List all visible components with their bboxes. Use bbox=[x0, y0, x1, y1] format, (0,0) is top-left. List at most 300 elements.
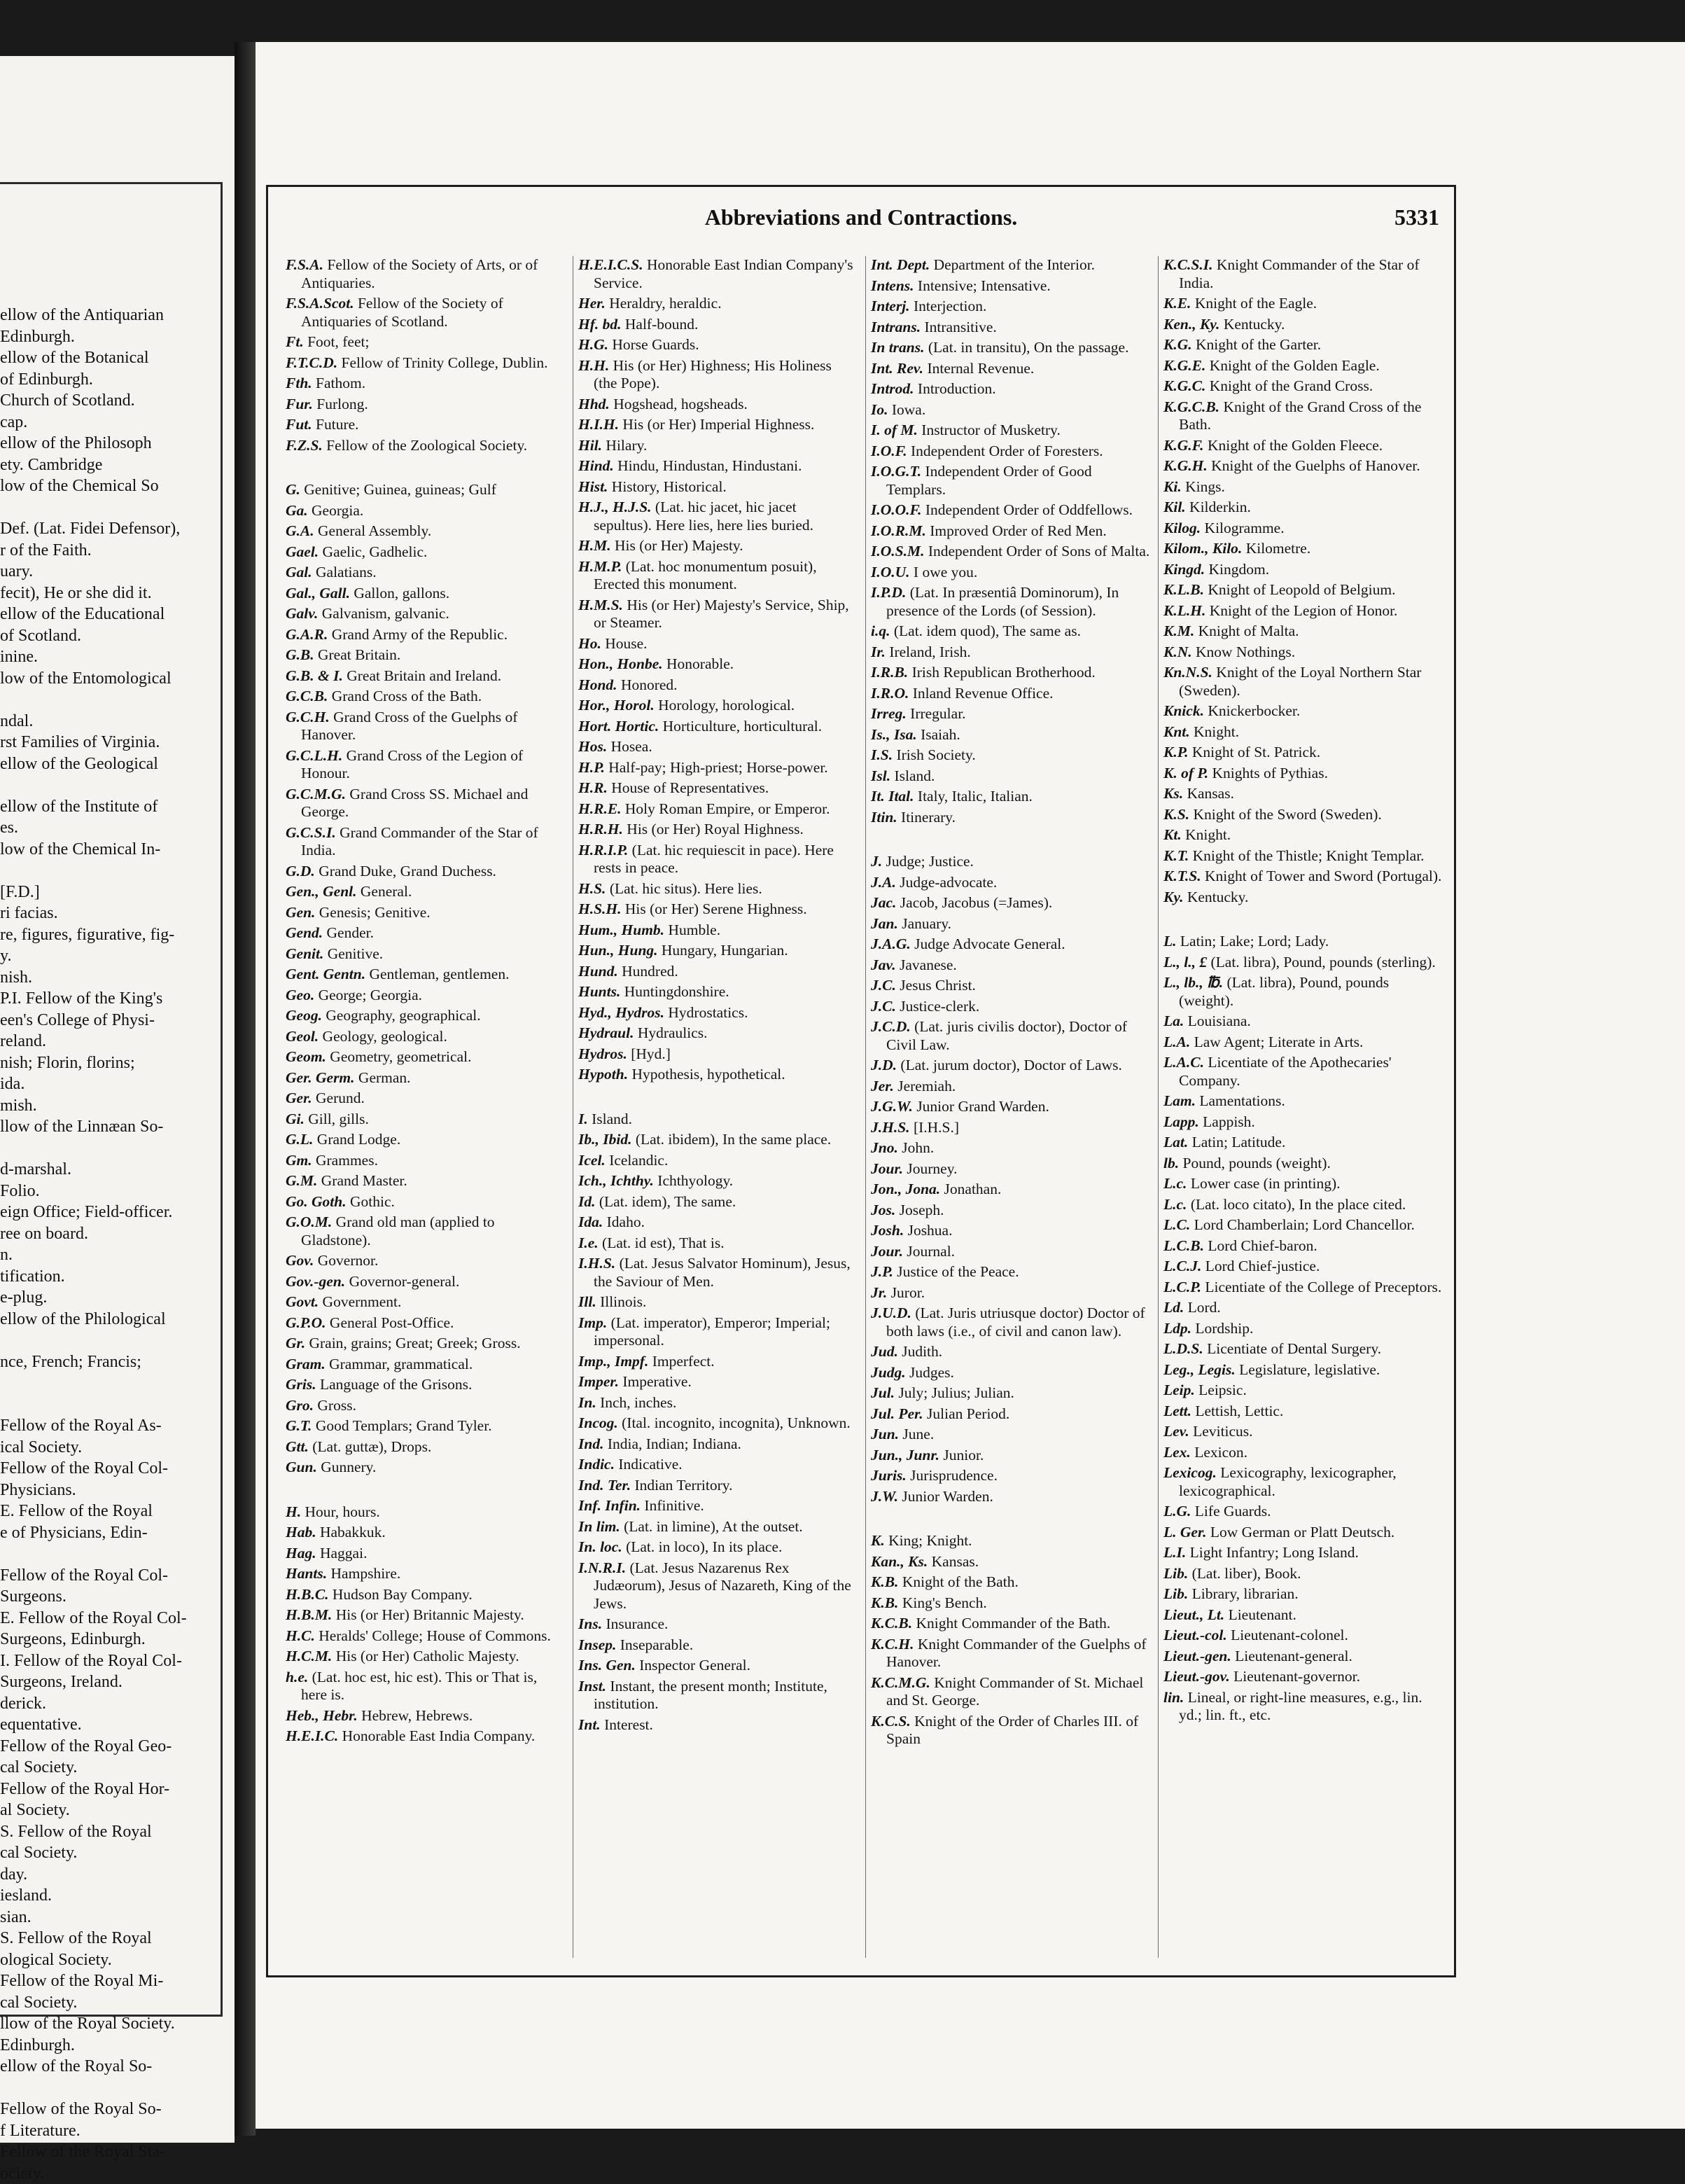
dictionary-entry bbox=[871, 1426, 1151, 1444]
entry-definition: Georgia. bbox=[312, 502, 363, 519]
entry-abbreviation: lin. bbox=[1163, 1689, 1184, 1706]
entry-definition: Latin; Latitude. bbox=[1192, 1134, 1286, 1150]
dictionary-entry bbox=[1163, 1175, 1443, 1193]
entry-abbreviation: G.O.M. bbox=[286, 1213, 332, 1230]
entry-definition: Irregular. bbox=[910, 705, 965, 722]
dictionary-entry bbox=[1163, 765, 1443, 783]
dictionary-entry bbox=[1163, 1155, 1443, 1173]
entry-definition: Introduction. bbox=[918, 380, 996, 397]
entry-definition: Know Nothings. bbox=[1196, 644, 1295, 660]
dictionary-entry bbox=[578, 1255, 858, 1291]
previous-page-line: llow of the Linnæan So- bbox=[0, 1116, 196, 1138]
entry-definition: Furlong. bbox=[316, 396, 368, 412]
entry-definition: (Lat. libra), Pound, pounds (sterling). bbox=[1210, 954, 1435, 971]
entry-definition: Joseph. bbox=[900, 1202, 944, 1218]
dictionary-entry bbox=[578, 1314, 858, 1350]
dictionary-entry bbox=[871, 298, 1151, 316]
dictionary-entry bbox=[1163, 1689, 1443, 1725]
entry-abbreviation: Inst. bbox=[578, 1678, 606, 1695]
dictionary-entry bbox=[871, 1594, 1151, 1613]
entry-definition: (Lat. libra), Pound, pounds (weight). bbox=[1179, 974, 1389, 1009]
previous-page-line: Surgeons, Edinburgh. bbox=[0, 1629, 196, 1650]
entry-abbreviation: Hhd. bbox=[578, 396, 610, 412]
entry-abbreviation: L.C.P. bbox=[1163, 1279, 1201, 1295]
entry-abbreviation: H.H. bbox=[578, 357, 609, 374]
entry-definition: (Lat. guttæ), Drops. bbox=[312, 1438, 431, 1455]
previous-page-line: e-plug. bbox=[0, 1287, 196, 1309]
entry-abbreviation: Hind. bbox=[578, 457, 614, 474]
entry-abbreviation: J.C.D. bbox=[871, 1018, 911, 1035]
dictionary-entry bbox=[1163, 437, 1443, 455]
entry-definition: Law Agent; Literate in Arts. bbox=[1194, 1034, 1364, 1050]
previous-page-line: low of the Entomological bbox=[0, 668, 196, 690]
previous-page-line: ical Society. bbox=[0, 1437, 196, 1459]
entry-abbreviation: Id. bbox=[578, 1193, 596, 1210]
entry-definition: Instant, the present month; Institute, institution. bbox=[594, 1678, 827, 1713]
entry-definition: (Lat. in limine), At the outset. bbox=[624, 1518, 803, 1535]
dictionary-entry bbox=[578, 1394, 858, 1412]
dictionary-entry bbox=[1163, 295, 1443, 313]
entry-abbreviation: Interj. bbox=[871, 298, 910, 314]
dictionary-entry bbox=[286, 354, 566, 373]
entry-abbreviation: Govt. bbox=[286, 1293, 319, 1310]
entry-abbreviation: Lexicog. bbox=[1163, 1464, 1217, 1481]
entry-definition: Island. bbox=[592, 1111, 632, 1127]
entry-abbreviation: Ger. bbox=[286, 1090, 312, 1106]
dictionary-entry bbox=[1163, 336, 1443, 354]
dictionary-entry bbox=[1163, 1544, 1443, 1562]
entry-abbreviation: L.C.J. bbox=[1163, 1258, 1201, 1274]
dictionary-entry bbox=[286, 585, 566, 603]
entry-definition: Knight. bbox=[1185, 826, 1231, 843]
entry-abbreviation: J.D. bbox=[871, 1057, 897, 1073]
entry-definition: Interjection. bbox=[914, 298, 986, 314]
previous-page-line bbox=[0, 1394, 196, 1416]
entry-definition: Pound, pounds (weight). bbox=[1182, 1155, 1330, 1171]
entry-abbreviation: K.C.H. bbox=[871, 1636, 914, 1653]
entry-abbreviation: K.E. bbox=[1163, 295, 1191, 312]
entry-abbreviation: Fut. bbox=[286, 416, 312, 433]
previous-page-line: ida. bbox=[0, 1073, 196, 1095]
entry-definition: Illinois. bbox=[600, 1293, 646, 1310]
entry-definition: Genesis; Genitive. bbox=[319, 904, 431, 921]
entry-definition: Journey. bbox=[907, 1160, 957, 1177]
entry-definition: Inland Revenue Office. bbox=[913, 685, 1054, 702]
previous-page-line: fecit), He or she did it. bbox=[0, 583, 196, 604]
entry-definition: Lord Chief-justice. bbox=[1205, 1258, 1320, 1274]
previous-page-line: Fellow of the Royal Col- bbox=[0, 1458, 196, 1480]
column-divider bbox=[865, 256, 866, 1958]
entry-abbreviation: I.O.O.F. bbox=[871, 501, 922, 518]
previous-page-line bbox=[0, 497, 196, 519]
entry-definition: Grain, grains; Great; Greek; Gross. bbox=[309, 1335, 520, 1351]
entry-definition: His (or Her) Royal Highness. bbox=[627, 821, 804, 837]
entry-abbreviation: Hon., Honbe. bbox=[578, 655, 663, 672]
entry-definition: Good Templars; Grand Tyler. bbox=[316, 1417, 492, 1434]
dictionary-entry bbox=[578, 1636, 858, 1655]
entry-abbreviation: Hf. bd. bbox=[578, 316, 622, 333]
entry-abbreviation: K.T.S. bbox=[1163, 868, 1201, 884]
entry-definition: Kilderkin. bbox=[1189, 499, 1251, 515]
dictionary-entry bbox=[871, 1222, 1151, 1240]
entry-abbreviation: I.N.R.I. bbox=[578, 1559, 626, 1576]
entry-definition: Joshua. bbox=[908, 1222, 953, 1239]
entry-definition: Judge-advocate. bbox=[900, 874, 997, 891]
entry-definition: Geography, geographical. bbox=[326, 1007, 480, 1024]
entry-definition: Geology, geological. bbox=[323, 1028, 447, 1045]
dictionary-entry bbox=[578, 357, 858, 393]
section-gap bbox=[871, 829, 1151, 853]
dictionary-entry bbox=[1163, 1585, 1443, 1604]
entry-definition: Knight of Malta. bbox=[1198, 622, 1299, 639]
entry-definition: Knight of the Eagle. bbox=[1195, 295, 1317, 312]
previous-page-line bbox=[0, 1138, 196, 1160]
entry-abbreviation: Ks. bbox=[1163, 785, 1183, 802]
entry-definition: (Lat. liber), Book. bbox=[1192, 1565, 1301, 1582]
entry-abbreviation: G.P.O. bbox=[286, 1314, 326, 1331]
column-1 bbox=[286, 256, 566, 1748]
entry-abbreviation: Kan., Ks. bbox=[871, 1553, 928, 1570]
dictionary-entry bbox=[286, 1397, 566, 1415]
entry-definition: Haggai. bbox=[320, 1545, 367, 1562]
dictionary-entry bbox=[871, 1615, 1151, 1633]
entry-definition: (Lat. hic jacet, hic jacet sepultus). Here lies, here lies buried. bbox=[594, 499, 813, 534]
entry-abbreviation: Hos. bbox=[578, 738, 607, 755]
dictionary-entry bbox=[871, 319, 1151, 337]
entry-abbreviation: G.C.M.G. bbox=[286, 786, 346, 802]
dictionary-entry bbox=[286, 1565, 566, 1583]
dictionary-entry bbox=[871, 1713, 1151, 1748]
dictionary-entry bbox=[871, 767, 1151, 786]
entry-definition: (Lat. id est), That is. bbox=[602, 1234, 725, 1251]
previous-page-line: Physicians. bbox=[0, 1480, 196, 1501]
entry-definition: History, Historical. bbox=[612, 478, 727, 495]
entry-abbreviation: H.R.E. bbox=[578, 800, 622, 817]
dictionary-entry bbox=[578, 655, 858, 674]
previous-page-line: E. Fellow of the Royal Col- bbox=[0, 1608, 196, 1629]
dictionary-entry bbox=[286, 667, 566, 686]
dictionary-entry bbox=[1163, 1034, 1443, 1052]
entry-definition: Instructor of Musketry. bbox=[921, 422, 1061, 438]
dictionary-entry bbox=[578, 1172, 858, 1190]
entry-abbreviation: Galv. bbox=[286, 605, 318, 622]
dictionary-entry bbox=[286, 1213, 566, 1249]
dictionary-entry bbox=[871, 1532, 1151, 1550]
dictionary-entry bbox=[871, 1488, 1151, 1506]
dictionary-entry bbox=[1163, 256, 1443, 292]
dictionary-entry bbox=[871, 1139, 1151, 1157]
entry-abbreviation: Int. bbox=[578, 1716, 601, 1733]
entry-definition: Horticulture, horticultural. bbox=[663, 718, 822, 735]
dictionary-entry bbox=[286, 1069, 566, 1087]
entry-abbreviation: F.S.A.Scot. bbox=[286, 295, 354, 312]
entry-definition: Louisiana. bbox=[1188, 1013, 1251, 1029]
entry-abbreviation: Gal., Gall. bbox=[286, 585, 350, 601]
entry-abbreviation: Hypoth. bbox=[578, 1066, 628, 1083]
dictionary-entry bbox=[1163, 478, 1443, 496]
entry-abbreviation: K.T. bbox=[1163, 847, 1189, 864]
entry-definition: Junior. bbox=[943, 1447, 984, 1463]
previous-page-line: ellow of the Antiquarian bbox=[0, 305, 196, 326]
previous-page-line: cap. bbox=[0, 412, 196, 433]
column-3 bbox=[871, 256, 1151, 1751]
entry-definition: (Lat. ibidem), In the same place. bbox=[636, 1131, 831, 1148]
dictionary-entry bbox=[1163, 398, 1443, 434]
entry-abbreviation: Lieut., Lt. bbox=[1163, 1606, 1224, 1623]
entry-abbreviation: K.C.S. bbox=[871, 1713, 911, 1730]
entry-abbreviation: Genit. bbox=[286, 945, 323, 962]
dictionary-entry bbox=[286, 626, 566, 644]
dictionary-entry bbox=[578, 1435, 858, 1454]
dictionary-entry bbox=[578, 499, 858, 534]
entry-abbreviation: I.O.F. bbox=[871, 443, 907, 459]
entry-abbreviation: Lib. bbox=[1163, 1585, 1188, 1602]
entry-abbreviation: Jour. bbox=[871, 1243, 903, 1260]
entry-abbreviation: Jul. Per. bbox=[871, 1405, 923, 1422]
entry-definition: Half-pay; High-priest; Horse-power. bbox=[608, 759, 827, 776]
entry-definition: [I.H.S.] bbox=[914, 1119, 959, 1136]
entry-abbreviation: G.M. bbox=[286, 1172, 317, 1189]
entry-definition: House. bbox=[605, 635, 647, 652]
entry-abbreviation: Kilom., Kilo. bbox=[1163, 540, 1242, 557]
entry-definition: Honored. bbox=[621, 676, 678, 693]
entry-definition: Grammes. bbox=[316, 1152, 378, 1169]
entry-definition: Inspector General. bbox=[639, 1657, 750, 1674]
entry-abbreviation: Irreg. bbox=[871, 705, 907, 722]
dictionary-entry bbox=[286, 945, 566, 964]
entry-definition: Gentleman, gentlemen. bbox=[369, 966, 509, 982]
entry-abbreviation: H. bbox=[286, 1503, 301, 1520]
previous-page-line: ellow of the Botanical bbox=[0, 347, 196, 369]
entry-definition: Hundred. bbox=[622, 963, 678, 980]
previous-page-line: iesland. bbox=[0, 1885, 196, 1907]
entry-definition: Leipsic. bbox=[1198, 1382, 1247, 1398]
entry-abbreviation: G.C.S.I. bbox=[286, 824, 336, 841]
entry-definition: Knight of the Thistle; Knight Templar. bbox=[1193, 847, 1425, 864]
dictionary-entry bbox=[578, 597, 858, 632]
dictionary-entry bbox=[578, 1414, 858, 1433]
previous-page-line: mish. bbox=[0, 1095, 196, 1117]
entry-abbreviation: Jour. bbox=[871, 1160, 903, 1177]
dictionary-entry bbox=[578, 963, 858, 981]
entry-abbreviation: I. bbox=[578, 1111, 588, 1127]
entry-abbreviation: H.P. bbox=[578, 759, 605, 776]
entry-abbreviation: Heb., Hebr. bbox=[286, 1707, 358, 1724]
entry-abbreviation: G.D. bbox=[286, 863, 315, 879]
entry-definition: (Lat. jurum doctor), Doctor of Laws. bbox=[900, 1057, 1121, 1073]
entry-definition: Governor. bbox=[318, 1252, 379, 1269]
entry-definition: Honorable East India Company. bbox=[342, 1727, 536, 1744]
entry-definition: Judge Advocate General. bbox=[914, 935, 1065, 952]
entry-abbreviation: Gent. Gentn. bbox=[286, 966, 365, 982]
entry-abbreviation: H.C. bbox=[286, 1627, 315, 1644]
entry-definition: Grand Master. bbox=[321, 1172, 407, 1189]
entry-abbreviation: Ho. bbox=[578, 635, 601, 652]
entry-definition: Hydraulics. bbox=[638, 1024, 708, 1041]
entry-definition: Lieutenant-general. bbox=[1235, 1648, 1352, 1664]
section-gap bbox=[1163, 909, 1443, 933]
dictionary-entry bbox=[871, 1447, 1151, 1465]
entry-definition: Huntingdonshire. bbox=[624, 983, 729, 1000]
entry-definition: Kansas. bbox=[1187, 785, 1233, 802]
dictionary-entry bbox=[1163, 1627, 1443, 1645]
entry-definition: Legislature, legislative. bbox=[1239, 1361, 1380, 1378]
entry-definition: Licentiate of Dental Surgery. bbox=[1207, 1340, 1381, 1357]
entry-abbreviation: Ki. bbox=[1163, 478, 1182, 495]
dictionary-entry bbox=[286, 863, 566, 881]
dictionary-entry bbox=[286, 564, 566, 582]
entry-definition: Language of the Grisons. bbox=[320, 1376, 472, 1393]
entry-definition: Grand Cross SS. Michael and George. bbox=[301, 786, 528, 821]
entry-definition: Hampshire. bbox=[331, 1565, 401, 1582]
entry-abbreviation: H.B.C. bbox=[286, 1586, 329, 1603]
entry-abbreviation: L.G. bbox=[1163, 1503, 1191, 1519]
entry-definition: Judge; Justice. bbox=[886, 853, 974, 870]
entry-abbreviation: K.N. bbox=[1163, 644, 1192, 660]
entry-abbreviation: Jud. bbox=[871, 1343, 898, 1360]
entry-definition: Galvanism, galvanic. bbox=[322, 605, 449, 622]
entry-definition: Leviticus. bbox=[1193, 1423, 1252, 1440]
dictionary-entry bbox=[1163, 1092, 1443, 1111]
entry-definition: Jeremiah. bbox=[897, 1078, 956, 1094]
dictionary-entry bbox=[871, 564, 1151, 582]
entry-abbreviation: Gr. bbox=[286, 1335, 305, 1351]
dictionary-entry bbox=[1163, 1320, 1443, 1338]
previous-page-line: een's College of Physi- bbox=[0, 1010, 196, 1031]
entry-abbreviation: Intrans. bbox=[871, 319, 921, 335]
entry-abbreviation: J. bbox=[871, 853, 882, 870]
entry-abbreviation: H.M.S. bbox=[578, 597, 623, 613]
dictionary-entry bbox=[871, 977, 1151, 995]
dictionary-entry bbox=[1163, 644, 1443, 662]
dictionary-entry bbox=[578, 537, 858, 555]
dictionary-entry bbox=[871, 1405, 1151, 1424]
entry-abbreviation: Fth. bbox=[286, 375, 312, 391]
dictionary-entry bbox=[286, 1314, 566, 1333]
dictionary-entry bbox=[286, 375, 566, 393]
entry-abbreviation: J.C. bbox=[871, 998, 896, 1015]
previous-page-line: ological Society. bbox=[0, 1949, 196, 1971]
entry-definition: Hypothesis, hypothetical. bbox=[631, 1066, 785, 1083]
entry-definition: January. bbox=[902, 915, 951, 932]
dictionary-entry bbox=[871, 1181, 1151, 1199]
entry-definition: Juror. bbox=[891, 1284, 925, 1301]
dictionary-entry bbox=[871, 501, 1151, 520]
entry-abbreviation: G.C.L.H. bbox=[286, 747, 342, 764]
entry-abbreviation: K.G.F. bbox=[1163, 437, 1204, 454]
entry-abbreviation: Josh. bbox=[871, 1222, 904, 1239]
previous-page-line: Church of Scotland. bbox=[0, 390, 196, 412]
entry-abbreviation: Gtt. bbox=[286, 1438, 309, 1455]
entry-abbreviation: J.G.W. bbox=[871, 1098, 913, 1115]
previous-page-line: ellow of the Philosoph bbox=[0, 433, 196, 454]
entry-definition: Knickerbocker. bbox=[1208, 702, 1300, 719]
entry-definition: General Post-Office. bbox=[330, 1314, 454, 1331]
dictionary-entry bbox=[578, 1615, 858, 1634]
entry-definition: Lexicon. bbox=[1194, 1444, 1247, 1461]
dictionary-entry bbox=[871, 543, 1151, 561]
dictionary-entry bbox=[1163, 1382, 1443, 1400]
entry-definition: Iowa. bbox=[892, 401, 925, 418]
entry-definition: Fellow of Trinity College, Dublin. bbox=[341, 354, 547, 371]
entry-abbreviation: K.G.C.B. bbox=[1163, 398, 1219, 415]
entry-abbreviation: G.A.R. bbox=[286, 626, 328, 643]
entry-definition: Licentiate of the College of Preceptors. bbox=[1205, 1279, 1441, 1295]
entry-abbreviation: Ger. Germ. bbox=[286, 1069, 355, 1086]
dictionary-entry bbox=[871, 1243, 1151, 1261]
entry-abbreviation: In. loc. bbox=[578, 1538, 622, 1555]
entry-definition: Imperfect. bbox=[652, 1353, 715, 1370]
previous-page-line: equentative. bbox=[0, 1714, 196, 1736]
entry-abbreviation: G.A. bbox=[286, 522, 314, 539]
dictionary-entry bbox=[871, 277, 1151, 295]
dictionary-entry bbox=[871, 809, 1151, 827]
entry-definition: (Lat. hoc monumentum posuit), Erected this monument. bbox=[594, 558, 817, 593]
dictionary-entry bbox=[286, 1356, 566, 1374]
previous-page-line: nish; Florin, florins; bbox=[0, 1052, 196, 1074]
dictionary-entry bbox=[1163, 457, 1443, 475]
dictionary-entry bbox=[1163, 1668, 1443, 1686]
entry-definition: Fellow of the Society of Antiquaries of Scotland. bbox=[301, 295, 503, 330]
entry-abbreviation: Io. bbox=[871, 401, 888, 418]
entry-definition: Imperative. bbox=[622, 1373, 692, 1390]
entry-abbreviation: Lib. bbox=[1163, 1565, 1188, 1582]
dictionary-entry bbox=[871, 685, 1151, 703]
entry-abbreviation: J.U.D. bbox=[871, 1305, 911, 1321]
entry-abbreviation: Jno. bbox=[871, 1139, 898, 1156]
entry-definition: Irish Republican Brotherhood. bbox=[912, 664, 1096, 681]
entry-definition: Jurisprudence. bbox=[910, 1467, 998, 1484]
entry-abbreviation: J.C. bbox=[871, 977, 896, 994]
dictionary-entry bbox=[286, 416, 566, 434]
entry-abbreviation: Inf. Infin. bbox=[578, 1497, 641, 1514]
entry-definition: Inch, inches. bbox=[600, 1394, 676, 1411]
dictionary-entry bbox=[578, 1213, 858, 1232]
previous-page-line: ellow of the Philological bbox=[0, 1309, 196, 1330]
entry-definition: Horse Guards. bbox=[612, 336, 699, 353]
dictionary-entry bbox=[871, 1160, 1151, 1178]
entry-definition: Lieutenant-governor. bbox=[1233, 1668, 1360, 1685]
entry-definition: House of Representatives. bbox=[611, 779, 769, 796]
entry-abbreviation: G. bbox=[286, 481, 300, 498]
entry-definition: Holy Roman Empire, or Emperor. bbox=[625, 800, 830, 817]
entry-abbreviation: G.T. bbox=[286, 1417, 312, 1434]
entry-definition: Knight Commander of the Guelphs of Hanover. bbox=[886, 1636, 1147, 1671]
entry-abbreviation: Knt. bbox=[1163, 723, 1190, 740]
dictionary-entry bbox=[578, 1456, 858, 1474]
entry-abbreviation: Hist. bbox=[578, 478, 608, 495]
entry-abbreviation: I.S. bbox=[871, 746, 893, 763]
entry-abbreviation: Jer. bbox=[871, 1078, 894, 1094]
previous-page-line bbox=[0, 860, 196, 882]
dictionary-entry bbox=[871, 422, 1151, 440]
entry-definition: Lieutenant-colonel. bbox=[1231, 1627, 1348, 1643]
dictionary-entry bbox=[578, 396, 858, 414]
entry-abbreviation: L. Ger. bbox=[1163, 1524, 1207, 1540]
entry-abbreviation: K.M. bbox=[1163, 622, 1194, 639]
dictionary-entry bbox=[871, 874, 1151, 892]
page-title: Abbreviations and Contractions. bbox=[672, 204, 1050, 230]
entry-definition: Hosea. bbox=[611, 738, 652, 755]
entry-abbreviation: J.P. bbox=[871, 1263, 893, 1280]
dictionary-entry bbox=[871, 401, 1151, 419]
entry-abbreviation: Gun. bbox=[286, 1459, 317, 1475]
entry-definition: His (or Her) Highness; His Holiness (the Pope). bbox=[594, 357, 832, 392]
entry-abbreviation: Lieut.-gov. bbox=[1163, 1668, 1230, 1685]
dictionary-entry bbox=[578, 1538, 858, 1557]
dictionary-entry bbox=[286, 924, 566, 943]
entry-abbreviation: Hor., Horol. bbox=[578, 697, 655, 714]
